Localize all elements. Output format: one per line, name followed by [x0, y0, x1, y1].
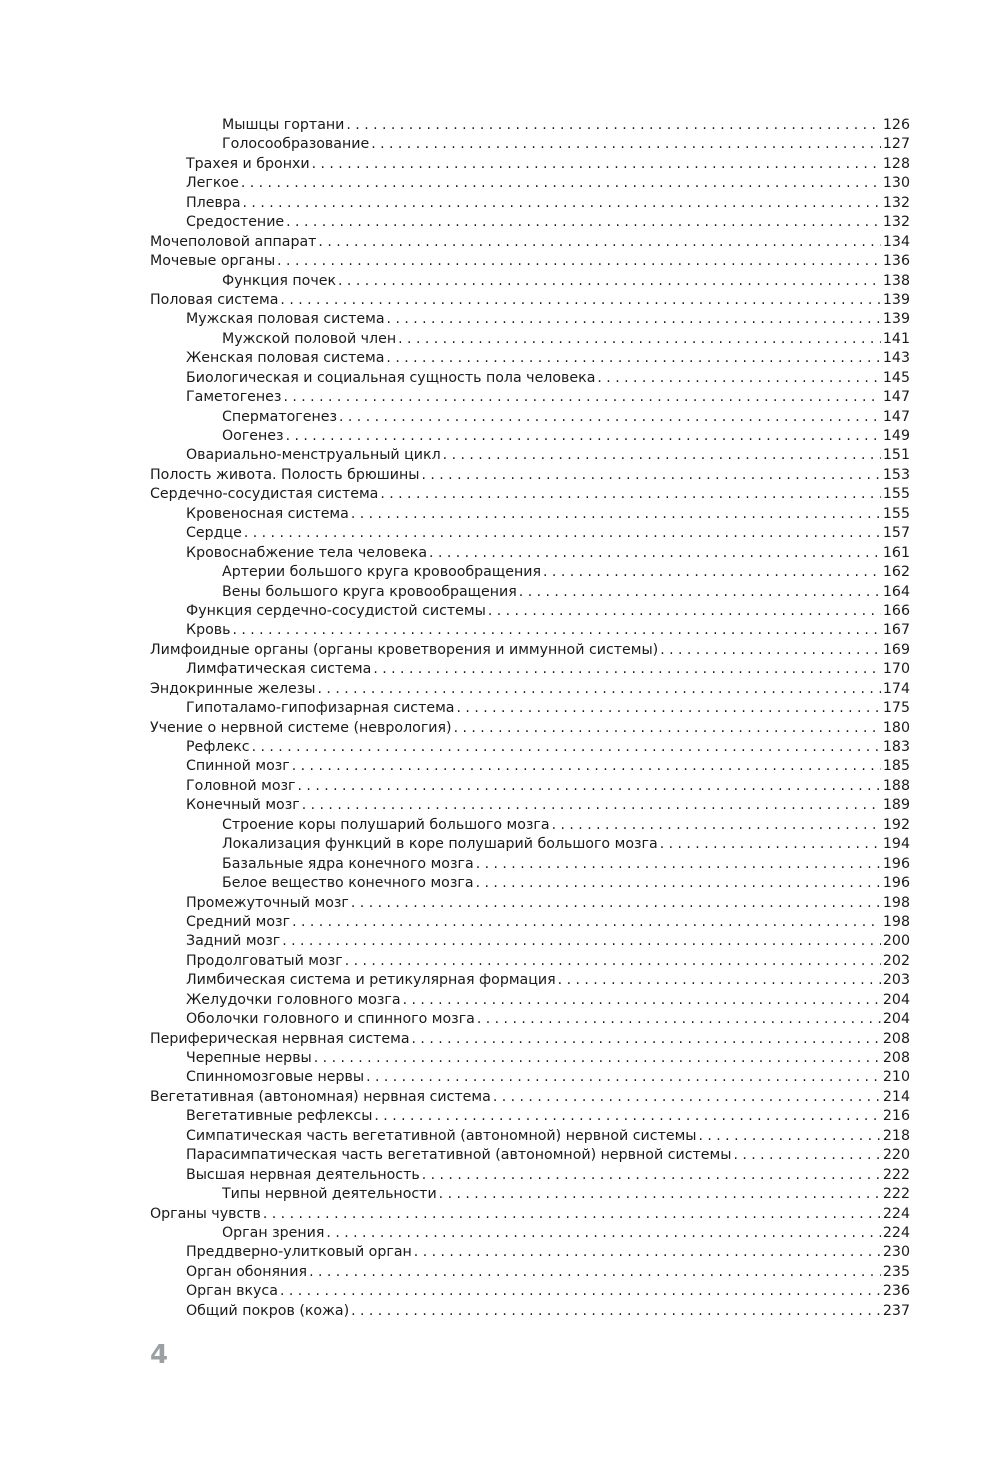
toc-dot-leader — [277, 252, 881, 271]
toc-dot-leader — [326, 1224, 880, 1243]
toc-entry[interactable] — [150, 291, 910, 310]
toc-entry-page: 149 — [882, 428, 910, 444]
toc-entry-title: Оболочки головного и спинного мозга — [186, 1011, 475, 1028]
toc-entry[interactable] — [150, 738, 910, 757]
toc-dot-leader — [292, 757, 881, 776]
toc-entry-title: Вегетативная (автономная) нервная система — [150, 1088, 491, 1105]
toc-entry-title: Эндокринные железы — [150, 680, 316, 697]
toc-entry[interactable] — [150, 1224, 910, 1243]
toc-entry-page: 210 — [882, 1069, 910, 1086]
toc-entry-title: Продолговатый мозг — [186, 952, 343, 969]
toc-dot-leader — [351, 894, 881, 913]
toc-entry-page: 235 — [882, 1263, 910, 1280]
toc-entry[interactable] — [150, 388, 910, 407]
toc-entry-page: 136 — [882, 253, 910, 270]
toc-dot-leader — [338, 272, 881, 291]
toc-entry-page: 174 — [882, 680, 910, 697]
toc-entry-page: 130 — [882, 175, 910, 192]
toc-entry[interactable] — [150, 524, 910, 543]
toc-entry-page: 237 — [882, 1302, 910, 1319]
toc-dot-leader — [493, 1088, 881, 1107]
toc-entry-page: 143 — [882, 350, 910, 367]
toc-entry-title: Биологическая и социальная сущность пола человека — [186, 369, 596, 386]
toc-entry[interactable] — [150, 272, 910, 291]
toc-entry-page: 147 — [882, 389, 910, 406]
toc-entry[interactable] — [150, 1068, 910, 1087]
toc-dot-leader — [318, 233, 880, 252]
toc-entry[interactable] — [150, 485, 910, 504]
toc-entry[interactable] — [150, 1088, 910, 1107]
toc-entry[interactable] — [150, 952, 910, 971]
toc-entry-title: Спинной мозг — [186, 758, 290, 775]
toc-entry-title: Средний мозг — [186, 913, 291, 930]
toc-entry-title: Женская половая система — [186, 350, 385, 367]
toc-entry[interactable] — [150, 563, 910, 582]
toc-entry[interactable] — [150, 796, 910, 815]
toc-entry-title: Кровеносная система — [186, 505, 349, 522]
toc-dot-leader — [252, 738, 881, 757]
toc-entry-page: 139 — [882, 291, 910, 308]
toc-entry-page: 208 — [882, 1030, 910, 1047]
toc-entry-page: 127 — [882, 136, 910, 153]
toc-entry-title: Периферическая нервная система — [150, 1030, 410, 1047]
toc-dot-leader — [698, 1127, 880, 1146]
toc-dot-leader — [733, 1146, 880, 1165]
toc-entry-title: Кровоснабжение тела человека — [186, 544, 428, 561]
toc-entry-title: Головной мозг — [186, 777, 296, 794]
table-of-contents — [150, 116, 910, 1321]
toc-dot-leader — [597, 369, 881, 388]
toc-entry[interactable] — [150, 544, 910, 563]
toc-dot-leader — [373, 660, 881, 679]
toc-entry-page: 204 — [882, 991, 910, 1008]
toc-entry-page: 204 — [882, 1011, 910, 1028]
toc-dot-leader — [414, 1243, 881, 1262]
toc-entry-page: 218 — [882, 1127, 910, 1144]
toc-entry-title: Оогенез — [222, 428, 284, 444]
toc-entry-page: 151 — [882, 447, 910, 464]
toc-entry[interactable] — [150, 621, 910, 640]
toc-dot-leader — [345, 952, 881, 971]
toc-entry-title: Мочеполовой аппарат — [150, 233, 317, 250]
toc-entry-title: Сердечно-сосудистая система — [150, 486, 379, 503]
toc-dot-leader — [422, 1166, 881, 1185]
toc-entry[interactable] — [150, 1049, 910, 1068]
toc-entry-page: 200 — [882, 933, 910, 950]
toc-entry-page: 230 — [882, 1244, 910, 1261]
toc-dot-leader — [283, 388, 880, 407]
toc-entry-page: 198 — [882, 913, 910, 930]
toc-dot-leader — [282, 932, 881, 951]
toc-entry-page: 132 — [882, 214, 910, 231]
toc-entry[interactable] — [150, 855, 910, 874]
toc-entry-title: Сперматогенез — [222, 408, 337, 425]
toc-entry-title: Белое вещество конечного мозга — [222, 875, 474, 892]
toc-entry-page: 166 — [882, 602, 910, 619]
toc-dot-leader — [339, 408, 881, 427]
toc-entry-title: Лимбическая система и ретикулярная формация — [186, 972, 556, 989]
toc-entry-page: 162 — [882, 564, 910, 581]
toc-entry-page: 180 — [882, 719, 910, 736]
toc-dot-leader — [476, 855, 881, 874]
toc-entry-page: 155 — [882, 486, 910, 503]
toc-dot-leader — [543, 563, 881, 582]
toc-entry[interactable] — [150, 1205, 910, 1224]
toc-entry-title: Парасимпатическая часть вегетативной (автономной) нервной системы — [186, 1147, 732, 1164]
toc-dot-leader — [302, 796, 881, 815]
toc-entry[interactable] — [150, 777, 910, 796]
toc-entry-title: Мужская половая система — [186, 311, 385, 328]
toc-entry[interactable] — [150, 894, 910, 913]
toc-entry-page: 147 — [882, 408, 910, 425]
toc-entry[interactable] — [150, 816, 910, 835]
toc-entry-title: Строение коры полушарий большого мозга — [222, 816, 550, 833]
toc-entry-title: Локализация функций в коре полушарий большого мозга — [222, 836, 658, 853]
toc-entry-page: 188 — [882, 777, 910, 794]
toc-entry-page: 202 — [882, 952, 910, 969]
toc-dot-leader — [298, 777, 881, 796]
toc-entry-page: 192 — [882, 816, 910, 833]
toc-entry-title: Голосообразование — [222, 136, 370, 153]
toc-dot-leader — [412, 1030, 881, 1049]
toc-dot-leader — [660, 641, 881, 660]
toc-entry[interactable] — [150, 155, 910, 174]
toc-entry-title: Типы нервной деятельности — [222, 1186, 437, 1203]
toc-dot-leader — [552, 816, 881, 835]
toc-entry-title: Функция сердечно-сосудистой системы — [186, 602, 486, 619]
toc-entry[interactable] — [150, 505, 910, 524]
toc-dot-leader — [398, 330, 881, 349]
toc-dot-leader — [244, 524, 881, 543]
toc-entry-title: Половая система — [150, 291, 279, 308]
toc-entry[interactable] — [150, 1030, 910, 1049]
toc-dot-leader — [318, 680, 881, 699]
toc-entry[interactable] — [150, 913, 910, 932]
toc-entry[interactable] — [150, 971, 910, 990]
toc-entry[interactable] — [150, 835, 910, 854]
toc-entry[interactable] — [150, 252, 910, 271]
toc-dot-leader — [443, 446, 881, 465]
toc-entry[interactable] — [150, 330, 910, 349]
toc-entry[interactable] — [150, 369, 910, 388]
page-number: 4 — [150, 1340, 169, 1370]
toc-entry-page: 167 — [882, 622, 910, 639]
toc-entry[interactable] — [150, 1127, 910, 1146]
toc-dot-leader — [232, 621, 880, 640]
toc-entry-title: Гипоталамо-гипофизарная система — [186, 700, 455, 717]
toc-dot-leader — [351, 1302, 881, 1321]
toc-entry-title: Сердце — [186, 525, 242, 542]
toc-dot-leader — [429, 544, 881, 563]
toc-entry-page: 153 — [882, 466, 910, 483]
toc-entry-title: Вегетативные рефлексы — [186, 1108, 373, 1125]
toc-entry-title: Органы чувств — [150, 1205, 261, 1222]
toc-entry[interactable] — [150, 583, 910, 602]
toc-entry[interactable] — [150, 602, 910, 621]
toc-entry-title: Преддверно-улитковый орган — [186, 1244, 412, 1261]
toc-dot-leader — [558, 971, 881, 990]
toc-entry[interactable] — [150, 1166, 910, 1185]
toc-entry-title: Учение о нервной системе (неврология) — [150, 719, 452, 736]
toc-entry[interactable] — [150, 1146, 910, 1165]
toc-entry-page: 161 — [882, 544, 910, 561]
toc-dot-leader — [314, 1049, 881, 1068]
toc-entry-title: Функция почек — [222, 272, 337, 289]
toc-entry-title: Спинномозговые нервы — [186, 1069, 365, 1086]
toc-entry-title: Орган зрения — [222, 1224, 325, 1241]
toc-entry[interactable] — [150, 680, 910, 699]
toc-entry-page: 194 — [882, 836, 910, 853]
toc-entry-title: Мышцы гортани — [222, 117, 345, 133]
toc-entry-title: Орган обоняния — [186, 1263, 308, 1280]
toc-entry-page: 198 — [882, 894, 910, 911]
toc-entry-title: Гаметогенез — [186, 389, 282, 406]
toc-dot-leader — [292, 913, 881, 932]
toc-entry-page: 224 — [882, 1224, 910, 1241]
toc-entry-page: 164 — [882, 583, 910, 600]
toc-entry-page: 222 — [882, 1166, 910, 1183]
toc-dot-leader — [241, 174, 881, 193]
toc-dot-leader — [351, 505, 881, 524]
toc-entry[interactable] — [150, 660, 910, 679]
toc-dot-leader — [366, 1068, 881, 1087]
toc-dot-leader — [371, 135, 881, 154]
toc-entry[interactable] — [150, 1263, 910, 1282]
toc-entry-title: Плевра — [186, 194, 241, 211]
toc-entry-page: 139 — [882, 311, 910, 328]
toc-entry[interactable] — [150, 699, 910, 718]
toc-entry-page: 175 — [882, 700, 910, 717]
toc-entry[interactable] — [150, 1107, 910, 1126]
toc-entry-title: Симпатическая часть вегетативной (автономной) нервной системы — [186, 1127, 697, 1144]
toc-entry-page: 214 — [882, 1088, 910, 1105]
toc-entry-title: Базальные ядра конечного мозга — [222, 855, 474, 872]
toc-entry[interactable] — [150, 446, 910, 465]
toc-dot-leader — [309, 1263, 881, 1282]
toc-entry-page: 128 — [882, 155, 910, 172]
toc-entry[interactable] — [150, 194, 910, 213]
toc-entry-page: 169 — [882, 641, 910, 658]
toc-dot-leader — [477, 1010, 881, 1029]
toc-dot-leader — [387, 310, 881, 329]
toc-dot-leader — [476, 874, 881, 893]
toc-entry[interactable] — [150, 991, 910, 1010]
toc-dot-leader — [380, 485, 881, 504]
toc-entry-title: Средостение — [186, 214, 285, 231]
toc-entry-title: Лимфоидные органы (органы кроветворения и иммунной системы) — [150, 641, 659, 658]
toc-entry-page: 134 — [882, 233, 910, 250]
toc-entry[interactable] — [150, 349, 910, 368]
toc-entry-page: 224 — [882, 1205, 910, 1222]
toc-dot-leader — [374, 1107, 881, 1126]
toc-entry[interactable] — [150, 174, 910, 193]
toc-entry-page: 196 — [882, 855, 910, 872]
toc-dot-leader — [386, 349, 880, 368]
toc-entry-page: 183 — [882, 739, 910, 755]
toc-entry-title: Мужской половой член — [222, 330, 397, 347]
toc-entry-page: 185 — [882, 758, 910, 775]
toc-entry-title: Высшая нервная деятельность — [186, 1166, 420, 1183]
toc-entry-title: Мочевые органы — [150, 253, 276, 270]
toc-entry[interactable] — [150, 427, 910, 446]
toc-entry[interactable] — [150, 641, 910, 660]
toc-dot-leader — [280, 291, 880, 310]
toc-entry-page: 196 — [882, 875, 910, 892]
toc-entry-page: 141 — [882, 330, 910, 347]
toc-dot-leader — [286, 427, 881, 446]
toc-dot-leader — [346, 116, 881, 135]
toc-entry-title: Общий покров (кожа) — [186, 1302, 350, 1319]
toc-entry-title: Орган вкуса — [186, 1283, 278, 1300]
toc-dot-leader — [286, 213, 881, 232]
toc-entry[interactable] — [150, 1185, 910, 1204]
toc-entry-page: 189 — [882, 797, 910, 814]
toc-entry-title: Трахея и бронхи — [186, 155, 310, 172]
toc-entry-page: 138 — [882, 272, 910, 289]
toc-dot-leader — [312, 155, 881, 174]
toc-dot-leader — [280, 1282, 881, 1301]
toc-entry[interactable] — [150, 719, 910, 738]
toc-entry[interactable] — [150, 1010, 910, 1029]
toc-entry[interactable] — [150, 408, 910, 427]
toc-dot-leader — [403, 991, 881, 1010]
toc-entry-title: Вены большого круга кровообращения — [222, 583, 517, 600]
toc-entry-title: Кровь — [186, 622, 231, 639]
toc-dot-leader — [488, 602, 881, 621]
toc-entry-title: Черепные нервы — [186, 1050, 312, 1066]
toc-entry-page: 222 — [882, 1186, 910, 1203]
toc-entry-page: 203 — [882, 972, 910, 989]
toc-entry[interactable] — [150, 233, 910, 252]
toc-dot-leader — [454, 719, 881, 738]
toc-entry-title: Промежуточный мозг — [186, 894, 349, 911]
toc-entry[interactable] — [150, 310, 910, 329]
toc-entry[interactable] — [150, 932, 910, 951]
toc-dot-leader — [243, 194, 881, 213]
toc-entry-title: Артерии большого круга кровообращения — [222, 564, 542, 581]
toc-entry-page: 236 — [882, 1283, 910, 1300]
toc-dot-leader — [519, 583, 881, 602]
toc-entry[interactable] — [150, 1302, 910, 1321]
toc-entry[interactable] — [150, 1282, 910, 1301]
toc-entry[interactable] — [150, 874, 910, 893]
toc-entry[interactable] — [150, 757, 910, 776]
toc-dot-leader — [457, 699, 881, 718]
toc-entry[interactable] — [150, 116, 910, 135]
toc-entry-page: 208 — [882, 1050, 910, 1066]
toc-entry-title: Рефлекс — [186, 739, 250, 755]
toc-entry-title: Задний мозг — [186, 933, 281, 950]
toc-entry-page: 216 — [882, 1108, 910, 1125]
toc-dot-leader — [660, 835, 881, 854]
toc-dot-leader — [263, 1205, 881, 1224]
toc-entry[interactable] — [150, 135, 910, 154]
toc-entry-title: Желудочки головного мозга — [186, 991, 401, 1008]
toc-entry-page: 145 — [882, 369, 910, 386]
toc-entry[interactable] — [150, 213, 910, 232]
toc-entry-page: 220 — [882, 1147, 910, 1164]
toc-entry[interactable] — [150, 1243, 910, 1262]
toc-dot-leader — [421, 466, 880, 485]
toc-entry-title: Конечный мозг — [186, 797, 300, 814]
toc-entry-page: 170 — [882, 661, 910, 678]
toc-entry-title: Полость живота. Полость брюшины — [150, 466, 420, 483]
toc-entry-title: Лимфатическая система — [186, 661, 372, 678]
toc-entry-page: 157 — [882, 525, 910, 542]
toc-entry-title: Овариально-менструальный цикл — [186, 447, 441, 464]
toc-entry-title: Легкое — [186, 175, 239, 192]
toc-entry[interactable] — [150, 466, 910, 485]
toc-entry-page: 126 — [882, 117, 910, 133]
toc-dot-leader — [439, 1185, 881, 1204]
toc-entry-page: 155 — [882, 505, 910, 522]
toc-entry-page: 132 — [882, 194, 910, 211]
